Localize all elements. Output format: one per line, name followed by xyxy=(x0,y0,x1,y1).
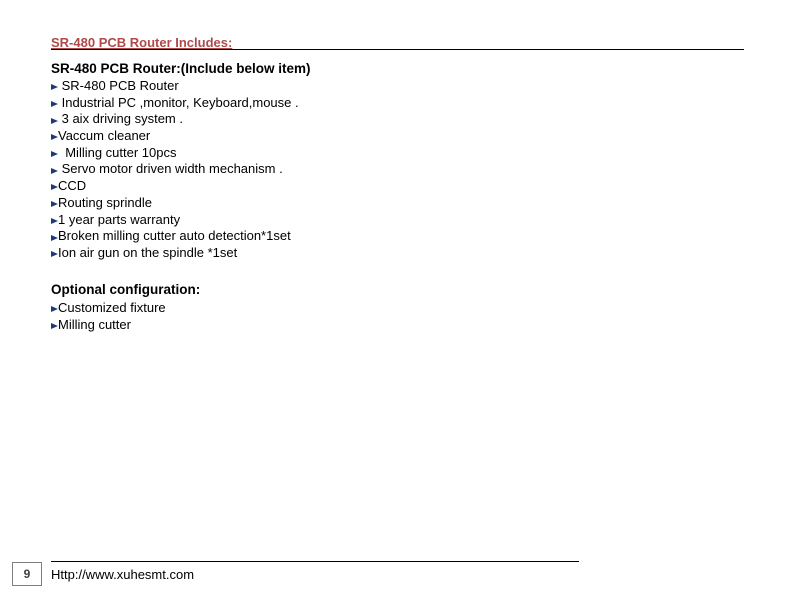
triangle-bullet-icon xyxy=(51,184,58,190)
triangle-bullet-icon xyxy=(51,201,58,207)
included-heading: SR-480 PCB Router:(Include below item) xyxy=(51,61,311,76)
list-item xyxy=(51,145,299,162)
list-item-label: Ion air gun on the spindle *1set xyxy=(58,244,238,260)
triangle-bullet-icon xyxy=(51,101,58,107)
triangle-bullet-icon xyxy=(51,251,58,257)
page-number: 9 xyxy=(12,562,42,586)
list-item xyxy=(51,178,299,195)
list-item-label: 3 aix driving system . xyxy=(58,111,183,127)
list-item xyxy=(51,111,299,128)
footer-divider xyxy=(51,561,579,562)
list-item xyxy=(51,128,299,145)
list-item xyxy=(51,300,166,317)
optional-heading: Optional configuration: xyxy=(51,282,201,297)
list-item-label: SR-480 PCB Router xyxy=(58,78,179,93)
triangle-bullet-icon xyxy=(51,134,58,140)
list-item-label: Broken milling cutter auto detection*1set xyxy=(58,228,291,244)
list-item xyxy=(51,78,299,95)
list-item xyxy=(51,95,299,112)
triangle-bullet-icon xyxy=(51,306,58,312)
header-divider xyxy=(51,49,744,50)
list-item-label: Customized fixture xyxy=(58,300,166,315)
list-item-label: 1 year parts warranty xyxy=(58,211,181,227)
list-item xyxy=(51,212,299,229)
list-item-label: CCD xyxy=(58,178,87,194)
triangle-bullet-icon xyxy=(51,323,58,329)
triangle-bullet-icon xyxy=(51,168,58,174)
triangle-bullet-icon xyxy=(51,84,58,90)
triangle-bullet-icon xyxy=(51,235,58,241)
list-item xyxy=(51,317,166,334)
footer-url: Http://www.xuhesmt.com xyxy=(51,567,195,582)
list-item-label: Servo motor driven width mechanism . xyxy=(58,161,283,177)
list-item xyxy=(51,195,299,212)
triangle-bullet-icon xyxy=(51,218,58,224)
list-item-label: Milling cutter xyxy=(58,316,131,332)
page-title: SR-480 PCB Router Includes: xyxy=(51,35,233,50)
list-item xyxy=(51,161,299,178)
triangle-bullet-icon xyxy=(51,151,58,157)
list-item xyxy=(51,228,299,245)
included-list xyxy=(51,78,299,262)
list-item xyxy=(51,245,299,262)
list-item-label: Vaccum cleaner xyxy=(58,128,151,144)
list-item-label: Milling cutter 10pcs xyxy=(58,144,177,160)
list-item-label: Industrial PC ,monitor, Keyboard,mouse . xyxy=(58,94,299,110)
optional-list xyxy=(51,300,166,333)
list-item-label: Routing sprindle xyxy=(58,194,152,210)
triangle-bullet-icon xyxy=(51,118,58,124)
